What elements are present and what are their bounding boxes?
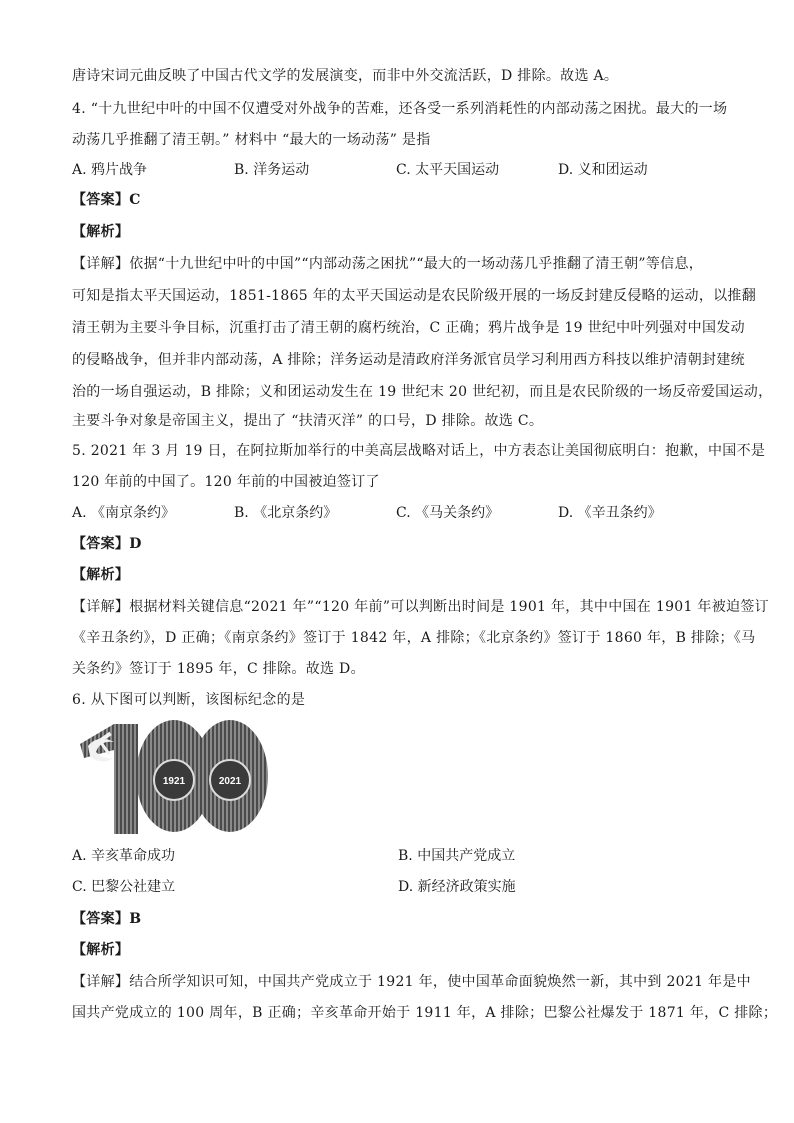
q5-option-b: B. 《北京条约》 bbox=[234, 505, 338, 521]
explanation-line: 国共产党成立的 100 周年，B 正确；辛亥革命开始于 1911 年，A 排除；巴黎公社爆发于 1871 年，C 排除； bbox=[72, 1005, 778, 1021]
question-5-stem: 120 年前的中国了。120 年前的中国被迫签订了 bbox=[72, 474, 380, 490]
explanation-line: 关条约》签订于 1895 年，C 排除。故选 D。 bbox=[72, 661, 365, 677]
q5-option-c: C. 《马关条约》 bbox=[396, 505, 500, 521]
explanation-line: 清王朝为主要斗争目标，沉重打击了清王朝的腐朽统治，C 正确；鸦片战争是 19 世纪中叶列强对中国发动 bbox=[72, 320, 745, 336]
explanation-line: 的侵略战争，但并非内部动荡，A 排除；洋务运动是清政府洋务派官员学习利用西方科技以维护清朝封建统 bbox=[72, 352, 745, 368]
q4-option-a: A. 鸦片战争 bbox=[72, 162, 148, 178]
explanation-line: 治的一场自强运动，B 排除；义和团运动发生在 19 世纪末 20 世纪初，而且是农民阶级的一场反帝爱国运动， bbox=[72, 384, 773, 400]
q4-option-c: C. 太平天国运动 bbox=[396, 162, 500, 178]
q6-option-a: A. 辛亥革命成功 bbox=[72, 848, 176, 864]
question-6-stem: 6. 从下图可以判断，该图标纪念的是 bbox=[72, 692, 306, 708]
cpc-100th-anniversary-logo bbox=[74, 718, 272, 834]
question-5-stem: 5. 2021 年 3 月 19 日，在阿拉斯加举行的中美高层战略对话上，中方表态让美国彻底明白：抱歉，中国不是 bbox=[72, 443, 766, 459]
answer-label: 【答案】D bbox=[72, 536, 142, 552]
explanation-line: 可知是指太平天国运动，1851-1865 年的太平天国运动是农民阶级开展的一场反封建反侵略的运动，以推翻 bbox=[72, 288, 757, 304]
question-4-stem: 4. “十九世纪中叶的中国不仅遭受对外战争的苦难，还各受一系列消耗性的内部动荡之困扰。最大的一场 bbox=[72, 101, 728, 117]
explanation-line: 【详解】结合所学知识可知，中国共产党成立于 1921 年，使中国革命面貌焕然一新，其中到 2021 年是中 bbox=[72, 974, 751, 990]
explanation-line: 主要斗争对象是帝国主义，提出了 “扶清灭洋” 的口号，D 排除。故选 C。 bbox=[72, 413, 544, 429]
q6-option-c: C. 巴黎公社建立 bbox=[72, 879, 176, 895]
logo-year-left: 1921 bbox=[162, 776, 186, 787]
answer-label: 【答案】C bbox=[72, 192, 141, 208]
answer-label: 【答案】B bbox=[72, 911, 142, 927]
analysis-label: 【解析】 bbox=[72, 567, 130, 583]
explanation-line: 《辛丑条约》，D 正确；《南京条约》签订于 1842 年，A 排除；《北京条约》签订于 1860 年，B 排除；《马 bbox=[72, 630, 756, 646]
q5-option-d: D. 《辛丑条约》 bbox=[558, 505, 662, 521]
explanation-line: 【详解】根据材料关键信息“2021 年”“120 年前”可以判断出时间是 1901 年，其中中国在 1901 年被迫签订 bbox=[72, 599, 769, 615]
analysis-label: 【解析】 bbox=[72, 942, 130, 958]
logo-year-right: 2021 bbox=[218, 776, 242, 787]
q4-option-d: D. 义和团运动 bbox=[558, 162, 648, 178]
question-4-stem: 动荡几乎推翻了清王朝。” 材料中 “最大的一场动荡” 是指 bbox=[72, 132, 431, 148]
text-line: 唐诗宋词元曲反映了中国古代文学的发展演变，而非中外交流活跃，D 排除。故选 A。 bbox=[72, 68, 619, 84]
q6-option-d: D. 新经济政策实施 bbox=[398, 879, 516, 895]
analysis-label: 【解析】 bbox=[72, 224, 130, 240]
q5-option-a: A. 《南京条约》 bbox=[72, 505, 176, 521]
explanation-line: 【详解】依据“十九世纪中叶的中国”“内部动荡之困扰”“最大的一场动荡几乎推翻了清王朝”等信息， bbox=[72, 256, 704, 272]
q6-option-b: B. 中国共产党成立 bbox=[398, 848, 516, 864]
q4-option-b: B. 洋务运动 bbox=[234, 162, 310, 178]
